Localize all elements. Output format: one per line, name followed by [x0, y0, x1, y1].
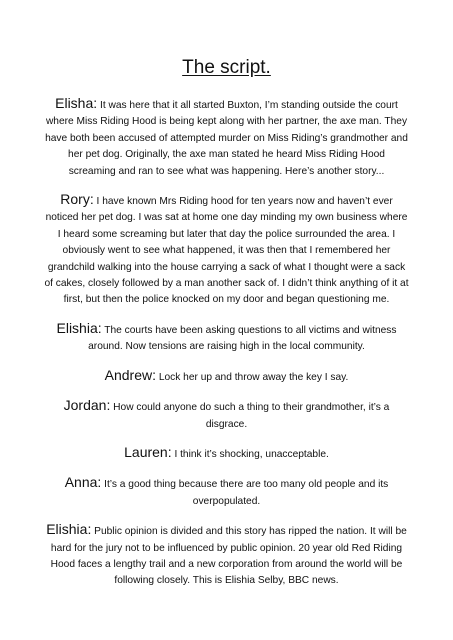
line-text: Lock her up and throw away the key I say. [156, 371, 349, 383]
script-line [44, 95, 409, 180]
speaker-name: Lauren: [124, 443, 172, 460]
speaker-name: Elishia: [46, 521, 92, 538]
script-line [44, 191, 409, 309]
speaker-name: Rory: [60, 191, 94, 208]
line-text: I think it’s shocking, unacceptable. [171, 448, 329, 460]
line-text: It was here that it all started Buxton, I’m standing outside the court where Miss Riding Hood is being kept along with her partner, the axe man. They have both been accused of attempted murder on Miss Riding’s grandmother and her pet dog. Originally, the axe man stated he heard Miss Riding Hood screaming and ran to see what was happening. Here’s another story... [45, 100, 408, 177]
line-text: How could anyone do such a thing to their grandmother, it’s a disgrace. [110, 402, 390, 430]
script-line [44, 444, 409, 463]
script-line [44, 367, 409, 386]
script-line [44, 397, 409, 433]
line-text: I have known Mrs Riding hood for ten years now and haven’t ever noticed her pet dog. I was sat at home one day minding my own business where I heard some screaming but later that day the police surrounded the area. I obviously went to see what happened, it was then that I remembered her grandchild walking into the house carrying a sack of what I thought were a sack of cakes, closely followed by a man another sack of. I didn’t think anything of it at first, but then the police knocked on my door and began questioning me. [44, 196, 409, 306]
document-title: The script. [182, 57, 271, 78]
speaker-name: Elishia: [56, 319, 102, 336]
speaker-name: Elisha: [55, 95, 98, 111]
script-line [44, 521, 409, 590]
speaker-name: Andrew: [104, 366, 156, 383]
line-text: The courts have been asking questions to all victims and witness around. Now tensions are raising high in the local community. [88, 324, 397, 353]
script-line [44, 320, 409, 356]
speaker-name: Anna: [64, 474, 102, 491]
line-text: Public opinion is divided and this story has ripped the nation. It will be hard for the jury not to be influenced by public opinion. 20 year old Red Riding Hood faces a lengthy trail and a new corporation from around the world will be following closely. This is Elishia Selby, BBC news. [50, 526, 407, 587]
script-line [44, 474, 409, 510]
speaker-name: Jordan: [63, 397, 111, 414]
line-text: It’s a good thing because there are too many old people and its overpopulated. [101, 479, 389, 507]
